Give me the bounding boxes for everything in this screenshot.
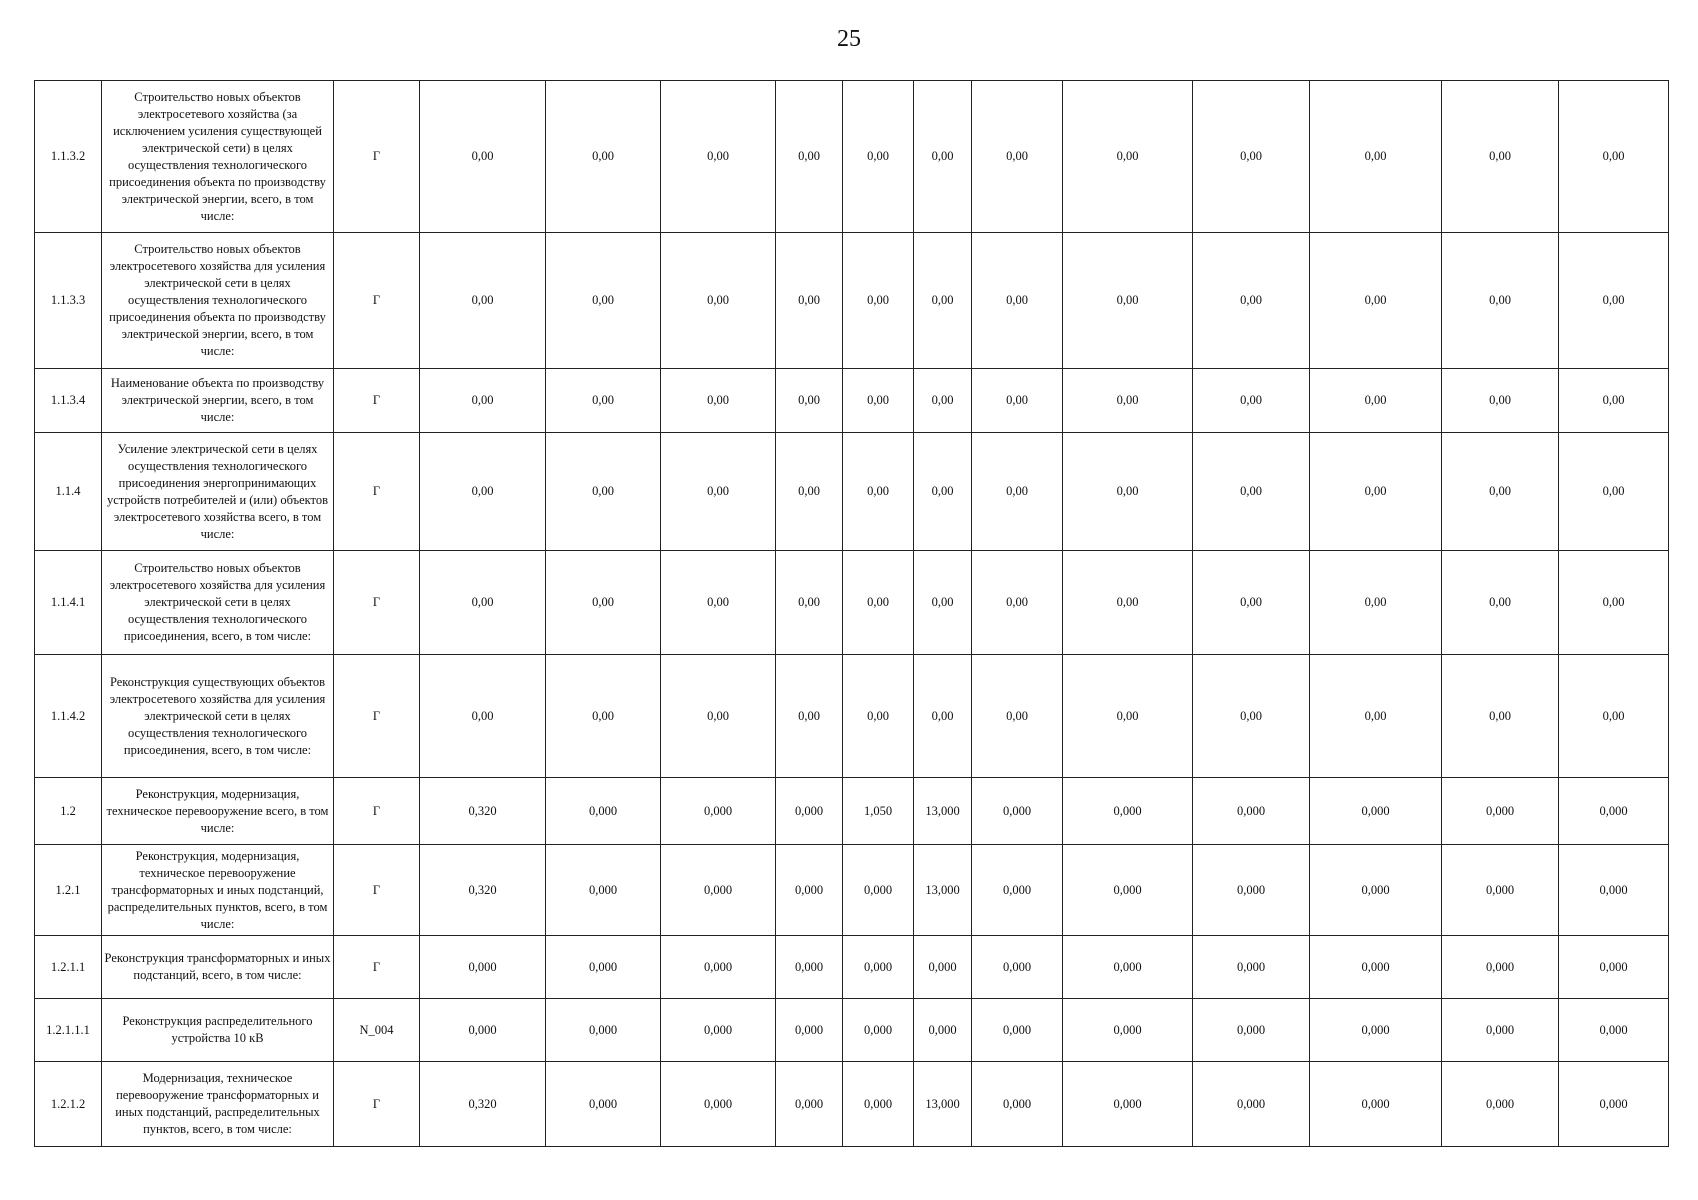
value-cell: 0,00 xyxy=(546,433,661,551)
value-cell: 0,00 xyxy=(1063,551,1193,655)
table-body xyxy=(35,81,1669,1147)
value-cell: 0,000 xyxy=(546,1062,661,1147)
value-cell: 0,00 xyxy=(1193,233,1310,369)
row-number: 1.1.4.1 xyxy=(35,551,102,655)
row-number: 1.2.1 xyxy=(35,845,102,936)
value-cell: 1,050 xyxy=(843,778,914,845)
row-number: 1.1.4 xyxy=(35,433,102,551)
value-cell: 0,000 xyxy=(776,845,843,936)
value-cell: 0,320 xyxy=(420,778,546,845)
value-cell: 0,00 xyxy=(1559,655,1669,778)
value-cell: 0,00 xyxy=(546,233,661,369)
value-cell: 0,000 xyxy=(1442,845,1559,936)
value-cell: 0,00 xyxy=(843,233,914,369)
value-cell: 0,00 xyxy=(420,433,546,551)
value-cell: 0,00 xyxy=(914,369,972,433)
value-cell: 0,000 xyxy=(420,936,546,999)
value-cell: 0,00 xyxy=(776,551,843,655)
value-cell: 0,000 xyxy=(1193,845,1310,936)
value-cell: 0,000 xyxy=(1310,1062,1442,1147)
value-cell: 0,000 xyxy=(972,778,1063,845)
value-cell: 13,000 xyxy=(914,778,972,845)
row-code: Г xyxy=(334,936,420,999)
value-cell: 0,00 xyxy=(776,433,843,551)
row-number: 1.2.1.1.1 xyxy=(35,999,102,1062)
value-cell: 0,000 xyxy=(776,999,843,1062)
value-cell: 0,000 xyxy=(776,1062,843,1147)
value-cell: 0,000 xyxy=(843,1062,914,1147)
value-cell: 0,00 xyxy=(1310,233,1442,369)
value-cell: 0,000 xyxy=(776,936,843,999)
value-cell: 0,00 xyxy=(1559,233,1669,369)
row-number: 1.1.3.4 xyxy=(35,369,102,433)
value-cell: 0,00 xyxy=(1063,233,1193,369)
value-cell: 0,00 xyxy=(1442,433,1559,551)
value-cell: 0,00 xyxy=(776,81,843,233)
row-name: Наименование объекта по производству электрической энергии, всего, в том числе: xyxy=(102,369,334,433)
value-cell: 0,00 xyxy=(661,655,776,778)
value-cell: 0,00 xyxy=(914,433,972,551)
value-cell: 0,00 xyxy=(843,551,914,655)
value-cell: 0,320 xyxy=(420,845,546,936)
value-cell: 0,00 xyxy=(546,81,661,233)
value-cell: 0,000 xyxy=(776,778,843,845)
value-cell: 0,00 xyxy=(972,551,1063,655)
row-code: Г xyxy=(334,81,420,233)
value-cell: 0,000 xyxy=(1559,845,1669,936)
value-cell: 0,00 xyxy=(1442,81,1559,233)
value-cell: 0,00 xyxy=(1310,433,1442,551)
value-cell: 0,00 xyxy=(972,433,1063,551)
value-cell: 0,00 xyxy=(1193,81,1310,233)
value-cell: 0,000 xyxy=(843,845,914,936)
value-cell: 13,000 xyxy=(914,845,972,936)
value-cell: 0,00 xyxy=(1193,551,1310,655)
value-cell: 0,000 xyxy=(843,936,914,999)
value-cell: 0,00 xyxy=(1442,233,1559,369)
value-cell: 0,00 xyxy=(1063,81,1193,233)
value-cell: 0,00 xyxy=(843,369,914,433)
row-code: Г xyxy=(334,1062,420,1147)
value-cell: 0,00 xyxy=(1063,433,1193,551)
value-cell: 0,00 xyxy=(1310,81,1442,233)
value-cell: 0,00 xyxy=(914,233,972,369)
value-cell: 0,000 xyxy=(661,778,776,845)
value-cell: 0,00 xyxy=(776,655,843,778)
row-name: Реконструкция распределительного устройства 10 кВ xyxy=(102,999,334,1062)
value-cell: 0,00 xyxy=(661,433,776,551)
value-cell: 0,00 xyxy=(1559,551,1669,655)
row-code: Г xyxy=(334,433,420,551)
row-name: Реконструкция трансформаторных и иных подстанций, всего, в том числе: xyxy=(102,936,334,999)
value-cell: 0,000 xyxy=(1193,778,1310,845)
value-cell: 0,00 xyxy=(1193,433,1310,551)
value-cell: 0,00 xyxy=(1442,655,1559,778)
value-cell: 0,00 xyxy=(661,233,776,369)
row-code: Г xyxy=(334,233,420,369)
value-cell: 0,00 xyxy=(776,369,843,433)
row-code: Г xyxy=(334,845,420,936)
row-name: Усиление электрической сети в целях осуществления технологического присоединения энергопринимающих устройств потребителей и (или) объектов электросетевого хозяйства всего, в том числе: xyxy=(102,433,334,551)
value-cell: 0,000 xyxy=(1063,936,1193,999)
value-cell: 0,000 xyxy=(546,936,661,999)
row-number: 1.2.1.2 xyxy=(35,1062,102,1147)
value-cell: 0,000 xyxy=(1063,1062,1193,1147)
value-cell: 0,000 xyxy=(1310,778,1442,845)
value-cell: 0,000 xyxy=(661,999,776,1062)
value-cell: 0,000 xyxy=(1310,999,1442,1062)
value-cell: 0,00 xyxy=(546,655,661,778)
value-cell: 0,00 xyxy=(546,369,661,433)
row-name: Модернизация, техническое перевооружение трансформаторных и иных подстанций, распределительных пунктов, всего, в том числе: xyxy=(102,1062,334,1147)
row-code: Г xyxy=(334,778,420,845)
value-cell: 0,00 xyxy=(843,655,914,778)
row-name: Реконструкция, модернизация, техническое перевооружение всего, в том числе: xyxy=(102,778,334,845)
table-row xyxy=(35,81,1669,233)
value-cell: 0,000 xyxy=(420,999,546,1062)
value-cell: 0,00 xyxy=(776,233,843,369)
value-cell: 0,00 xyxy=(661,551,776,655)
row-code: Г xyxy=(334,369,420,433)
value-cell: 0,00 xyxy=(972,369,1063,433)
value-cell: 0,00 xyxy=(1193,655,1310,778)
value-cell: 0,00 xyxy=(1559,369,1669,433)
value-cell: 0,000 xyxy=(972,845,1063,936)
row-name: Строительство новых объектов электросетевого хозяйства для усиления электрической сети в целях осуществления технологического присоединения объекта по производству электрической энергии, всего, в том числе: xyxy=(102,233,334,369)
table-row xyxy=(35,655,1669,778)
row-number: 1.2.1.1 xyxy=(35,936,102,999)
value-cell: 0,00 xyxy=(661,369,776,433)
value-cell: 0,00 xyxy=(1310,655,1442,778)
value-cell: 0,000 xyxy=(843,999,914,1062)
value-cell: 0,00 xyxy=(1559,81,1669,233)
value-cell: 0,00 xyxy=(661,81,776,233)
value-cell: 0,00 xyxy=(420,233,546,369)
row-number: 1.1.3.2 xyxy=(35,81,102,233)
value-cell: 0,000 xyxy=(1063,845,1193,936)
value-cell: 0,000 xyxy=(972,999,1063,1062)
value-cell: 0,00 xyxy=(420,369,546,433)
page-number: 25 xyxy=(837,26,861,52)
row-number: 1.1.3.3 xyxy=(35,233,102,369)
value-cell: 0,000 xyxy=(1442,936,1559,999)
value-cell: 0,000 xyxy=(1063,778,1193,845)
table-row xyxy=(35,551,1669,655)
row-code: Г xyxy=(334,655,420,778)
value-cell: 0,000 xyxy=(1559,936,1669,999)
value-cell: 0,000 xyxy=(1559,999,1669,1062)
value-cell: 0,00 xyxy=(1442,369,1559,433)
value-cell: 0,00 xyxy=(843,433,914,551)
value-cell: 0,000 xyxy=(546,778,661,845)
value-cell: 0,00 xyxy=(420,81,546,233)
value-cell: 0,000 xyxy=(661,1062,776,1147)
value-cell: 0,000 xyxy=(1063,999,1193,1062)
row-code: Г xyxy=(334,551,420,655)
value-cell: 0,00 xyxy=(1310,369,1442,433)
row-code: N_004 xyxy=(334,999,420,1062)
table-row xyxy=(35,369,1669,433)
row-name: Реконструкция существующих объектов электросетевого хозяйства для усиления электрической сети в целях осуществления технологического присоединения, всего, в том числе: xyxy=(102,655,334,778)
value-cell: 0,00 xyxy=(843,81,914,233)
value-cell: 0,000 xyxy=(546,999,661,1062)
row-number: 1.2 xyxy=(35,778,102,845)
value-cell: 0,00 xyxy=(972,233,1063,369)
value-cell: 0,00 xyxy=(972,655,1063,778)
value-cell: 0,000 xyxy=(1442,1062,1559,1147)
table-row xyxy=(35,233,1669,369)
table-row xyxy=(35,778,1669,845)
value-cell: 0,000 xyxy=(1310,936,1442,999)
value-cell: 0,000 xyxy=(1193,1062,1310,1147)
value-cell: 0,000 xyxy=(1442,999,1559,1062)
table-row xyxy=(35,433,1669,551)
table-row xyxy=(35,1062,1669,1147)
table-row xyxy=(35,999,1669,1062)
value-cell: 0,00 xyxy=(914,655,972,778)
table-row xyxy=(35,936,1669,999)
value-cell: 0,00 xyxy=(420,655,546,778)
value-cell: 0,000 xyxy=(1559,778,1669,845)
value-cell: 0,000 xyxy=(972,1062,1063,1147)
value-cell: 0,00 xyxy=(546,551,661,655)
value-cell: 0,00 xyxy=(1442,551,1559,655)
value-cell: 0,00 xyxy=(914,81,972,233)
row-name: Реконструкция, модернизация, техническое перевооружение трансформаторных и иных подстанций, распределительных пунктов, всего, в том числе: xyxy=(102,845,334,936)
value-cell: 0,320 xyxy=(420,1062,546,1147)
value-cell: 0,000 xyxy=(1310,845,1442,936)
row-name: Строительство новых объектов электросетевого хозяйства (за исключением усиления существующей электрической сети) в целях осуществления технологического присоединения объекта по производству электрической энергии, всего, в том числе: xyxy=(102,81,334,233)
value-cell: 0,000 xyxy=(914,999,972,1062)
value-cell: 0,000 xyxy=(1442,778,1559,845)
value-cell: 0,000 xyxy=(661,936,776,999)
value-cell: 0,00 xyxy=(1063,369,1193,433)
investment-program-table xyxy=(34,80,1669,1147)
value-cell: 13,000 xyxy=(914,1062,972,1147)
value-cell: 0,00 xyxy=(1063,655,1193,778)
value-cell: 0,00 xyxy=(972,81,1063,233)
value-cell: 0,000 xyxy=(546,845,661,936)
value-cell: 0,000 xyxy=(661,845,776,936)
row-number: 1.1.4.2 xyxy=(35,655,102,778)
value-cell: 0,00 xyxy=(420,551,546,655)
value-cell: 0,000 xyxy=(1193,999,1310,1062)
value-cell: 0,00 xyxy=(1193,369,1310,433)
row-name: Строительство новых объектов электросетевого хозяйства для усиления электрической сети в целях осуществления технологического присоединения, всего, в том числе: xyxy=(102,551,334,655)
table-row xyxy=(35,845,1669,936)
value-cell: 0,00 xyxy=(1310,551,1442,655)
value-cell: 0,00 xyxy=(1559,433,1669,551)
value-cell: 0,00 xyxy=(914,551,972,655)
value-cell: 0,000 xyxy=(1193,936,1310,999)
value-cell: 0,000 xyxy=(972,936,1063,999)
value-cell: 0,000 xyxy=(1559,1062,1669,1147)
value-cell: 0,000 xyxy=(914,936,972,999)
